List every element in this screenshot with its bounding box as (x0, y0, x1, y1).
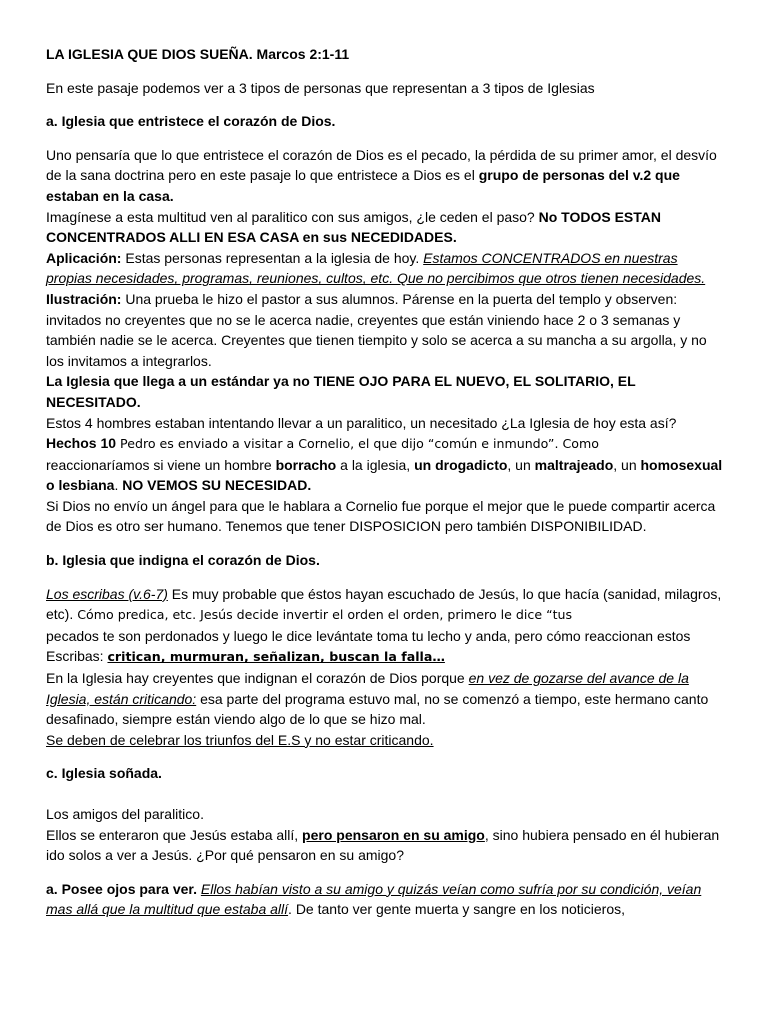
section-c-heading: c. Iglesia soñada. (46, 765, 162, 782)
section-a-paragraph-2: Imagínese a esta multitud ven al paralitico con sus amigos, ¿le ceden el paso? No TODOS ESTAN CONCENTRADOS ALLI EN ESA CASA en sus NECEDIDADES. (46, 208, 661, 246)
hechos-paragraph: Hechos 10 Pedro es enviado a visitar a Cornelio, el que dijo “común e inmundo”. Como reaccionaríamos si viene un hombre borracho a la iglesia, un drogadicto, un maltrajeado, un homosexual o lesbiana. NO VEMOS SU NECESIDAD. (46, 435, 723, 494)
bold-statement: La Iglesia que llega a un estándar ya no TIENE OJO PARA EL NUEVO, EL SOLITARIO, EL NECESITADO. (46, 373, 636, 410)
section-b-heading: b. Iglesia que indigna el corazón de Dios. (46, 552, 320, 569)
section-a-heading: a. Iglesia que entristece el corazón de Dios. (46, 113, 336, 130)
section-c-paragraph-1: Los amigos del paralitico. (46, 806, 204, 822)
section-a-paragraph-3: Estos 4 hombres estaban intentando llevar a un paralitico, un necesitado ¿La Iglesia de hoy esta así? (46, 414, 677, 431)
section-b-paragraph-1: Los escribas (v.6-7) Es muy probable que éstos hayan escuchado de Jesús, lo que hacía (sanidad, milagros, etc). Cómo predica, etc. Jesús decide invertir el orden el orden, primero le dice “tus pecados te son perdonados y luego le dice levántate toma tu lecho y anda, pero cómo reaccionan estos Escribas: critican, murmuran, señalizan, buscan la falla… (46, 585, 722, 665)
intro-paragraph: En este pasaje podemos ver a 3 tipos de personas que representan a 3 tipos de Iglesias (46, 79, 595, 96)
section-b-paragraph-3: Se deben de celebrar los triunfos del E.S y no estar criticando. (46, 731, 434, 748)
document-title: LA IGLESIA QUE DIOS SUEÑA. Marcos 2:1-11 (46, 46, 350, 62)
application-paragraph: Aplicación: Estas personas representan a la iglesia de hoy. Estamos CONCENTRADOS en nuestras propias necesidades, programas, reuniones, cultos, etc. Que no percibimos que otros tienen necesidades. (46, 249, 706, 287)
section-b-paragraph-2: En la Iglesia hay creyentes que indignan el corazón de Dios porque en vez de gozarse del avance de la Iglesia, están criticando: esa parte del programa estuvo mal, no se comenzó a tiempo, este hermano canto desafinado, siempre están viendo algo de lo que se hizo mal. (46, 670, 709, 728)
section-a-paragraph-4: Si Dios no envío un ángel para que le hablara a Cornelio fue porque el mejor que le puede compartir acerca de Dios es otro ser humano. Tenemos que tener DISPOSICION pero también DISPONIBILIDAD. (46, 497, 716, 535)
section-c-sub-a: a. Posee ojos para ver. Ellos habían visto a su amigo y quizás veían como sufría por su condición, veían mas allá que la multitud que estaba allí. De tanto ver gente muerta y sangre en los noticieros, (46, 880, 702, 918)
document-body (46, 44, 726, 920)
illustration-paragraph: Ilustración: Una prueba le hizo el pastor a sus alumnos. Párense en la puerta del templo y observen: invitados no creyentes que no se le acerca nadie, creyentes que están viniendo hace 2 o 3 semanas y también nadie se le acerca. Creyentes que tienen tiempito y solo se acerca a su mancha a su argolla, y no los invitamos a integrarlos. (46, 290, 707, 369)
section-c-paragraph-2: Ellos se enteraron que Jesús estaba allí, pero pensaron en su amigo, sino hubiera pensado en él hubieran ido solos a ver a Jesús. ¿Por qué pensaron en su amigo? (46, 826, 720, 864)
section-a-paragraph-1: Uno pensaría que lo que entristece el corazón de Dios es el pecado, la pérdida de su primer amor, el desvío de la sana doctrina pero en este pasaje lo que entristece a Dios es el grupo de personas del v.2 que estaban en la casa. (46, 146, 717, 204)
